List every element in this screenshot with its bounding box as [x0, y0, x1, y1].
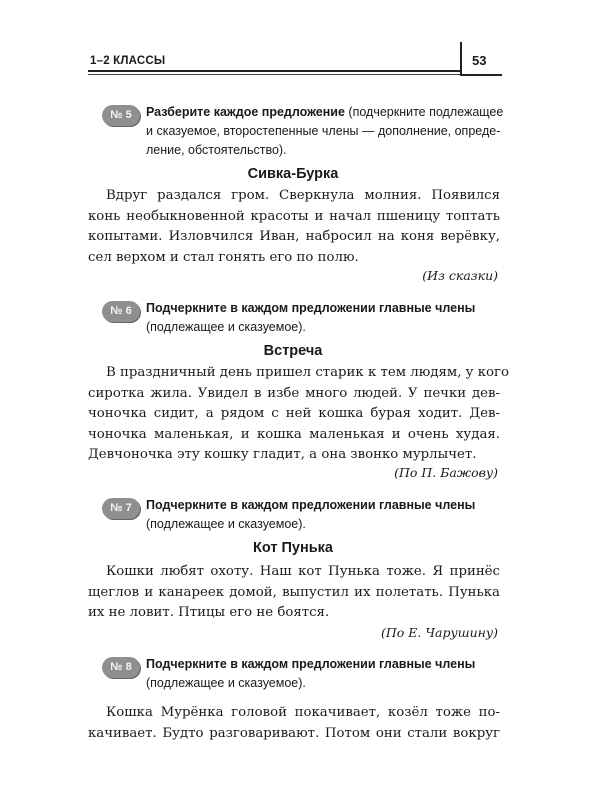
- page-number: 53: [472, 53, 487, 68]
- text-line: конь необыкновенной красоты и начал пшеницу топтать: [88, 208, 500, 224]
- text-line: сел верхом и стал гонять его по полю.: [88, 249, 359, 265]
- instruction-line: (подлежащее и сказуемое).: [146, 517, 306, 531]
- text-line: чоночка маленькая, и кошка маленькая и очень худая.: [88, 426, 500, 442]
- instruction-line: (подлежащее и сказуемое).: [146, 320, 306, 334]
- grade-label: 1–2 КЛАССЫ: [90, 55, 166, 67]
- header-rule: [88, 70, 460, 72]
- task-instruction: [146, 496, 504, 534]
- text-line: В праздничный день пришел старик к тем людям, у кого: [106, 365, 510, 380]
- instruction-bold: Подчеркните в каждом предложении главные члены: [146, 301, 476, 315]
- instruction-bold: Разберите каждое предложение: [146, 105, 345, 119]
- task-number-badge: № 6: [102, 301, 140, 322]
- task-number-badge: № 5: [102, 105, 140, 126]
- story-text: [88, 703, 500, 744]
- story-text: [88, 186, 500, 268]
- instruction-rest: (подчеркните подлежащее: [344, 105, 504, 119]
- instruction-line: (подлежащее и сказуемое).: [146, 676, 306, 690]
- instruction-bold: Подчеркните в каждом предложении главные члены: [146, 498, 476, 512]
- story-title: Кот Пунька: [253, 540, 333, 556]
- text-line: качивает. Будто разговаривают. Потом они стали вокруг: [88, 725, 500, 741]
- instruction-line: ление, обстоятельство).: [146, 143, 287, 157]
- text-line: сиротка жила. Увидел в избе много людей. У печки дев-: [88, 385, 500, 401]
- text-line: Кошки любят охоту. Наш кот Пунька тоже. Я принёс: [106, 564, 500, 579]
- story-source: (Из сказки): [422, 268, 498, 283]
- task-number-badge: № 8: [102, 657, 140, 678]
- text-line: Кошка Мурёнка головой покачивает, козёл тоже по-: [106, 705, 500, 720]
- text-line: щеглов и канареек домой, выпустил их полетать. Пунька: [88, 584, 500, 600]
- text-line: их не ловит. Птицы его не боятся.: [88, 605, 330, 620]
- text-line: Девчоночка эту кошку гладит, а она звонко мурлычет.: [88, 447, 477, 462]
- story-source: (По Е. Чарушину): [381, 625, 498, 640]
- instruction-line: и сказуемое, второстепенные члены — дополнение, опреде-: [146, 124, 501, 138]
- page-header: [88, 50, 498, 74]
- task-number-badge: № 7: [102, 498, 140, 519]
- header-rule-thin: [88, 74, 460, 75]
- text-line: Вдруг раздался гром. Сверкнула молния. Появился: [106, 188, 500, 203]
- story-text: [88, 363, 510, 466]
- text-line: чоночка сидит, а рядом с ней кошка бурая ходит. Дев-: [88, 406, 500, 421]
- task-instruction: [146, 299, 504, 337]
- text-line: копытами. Изловчился Иван, набросил на коня верёвку,: [88, 229, 500, 244]
- instruction-bold: Подчеркните в каждом предложении главные члены: [146, 657, 476, 671]
- task-instruction: [146, 655, 504, 693]
- story-title: Сивка-Бурка: [247, 166, 339, 182]
- story-source: (По П. Бажову): [394, 465, 498, 480]
- task-instruction: [146, 103, 504, 160]
- story-title: Встреча: [263, 343, 323, 359]
- story-text: [88, 562, 500, 624]
